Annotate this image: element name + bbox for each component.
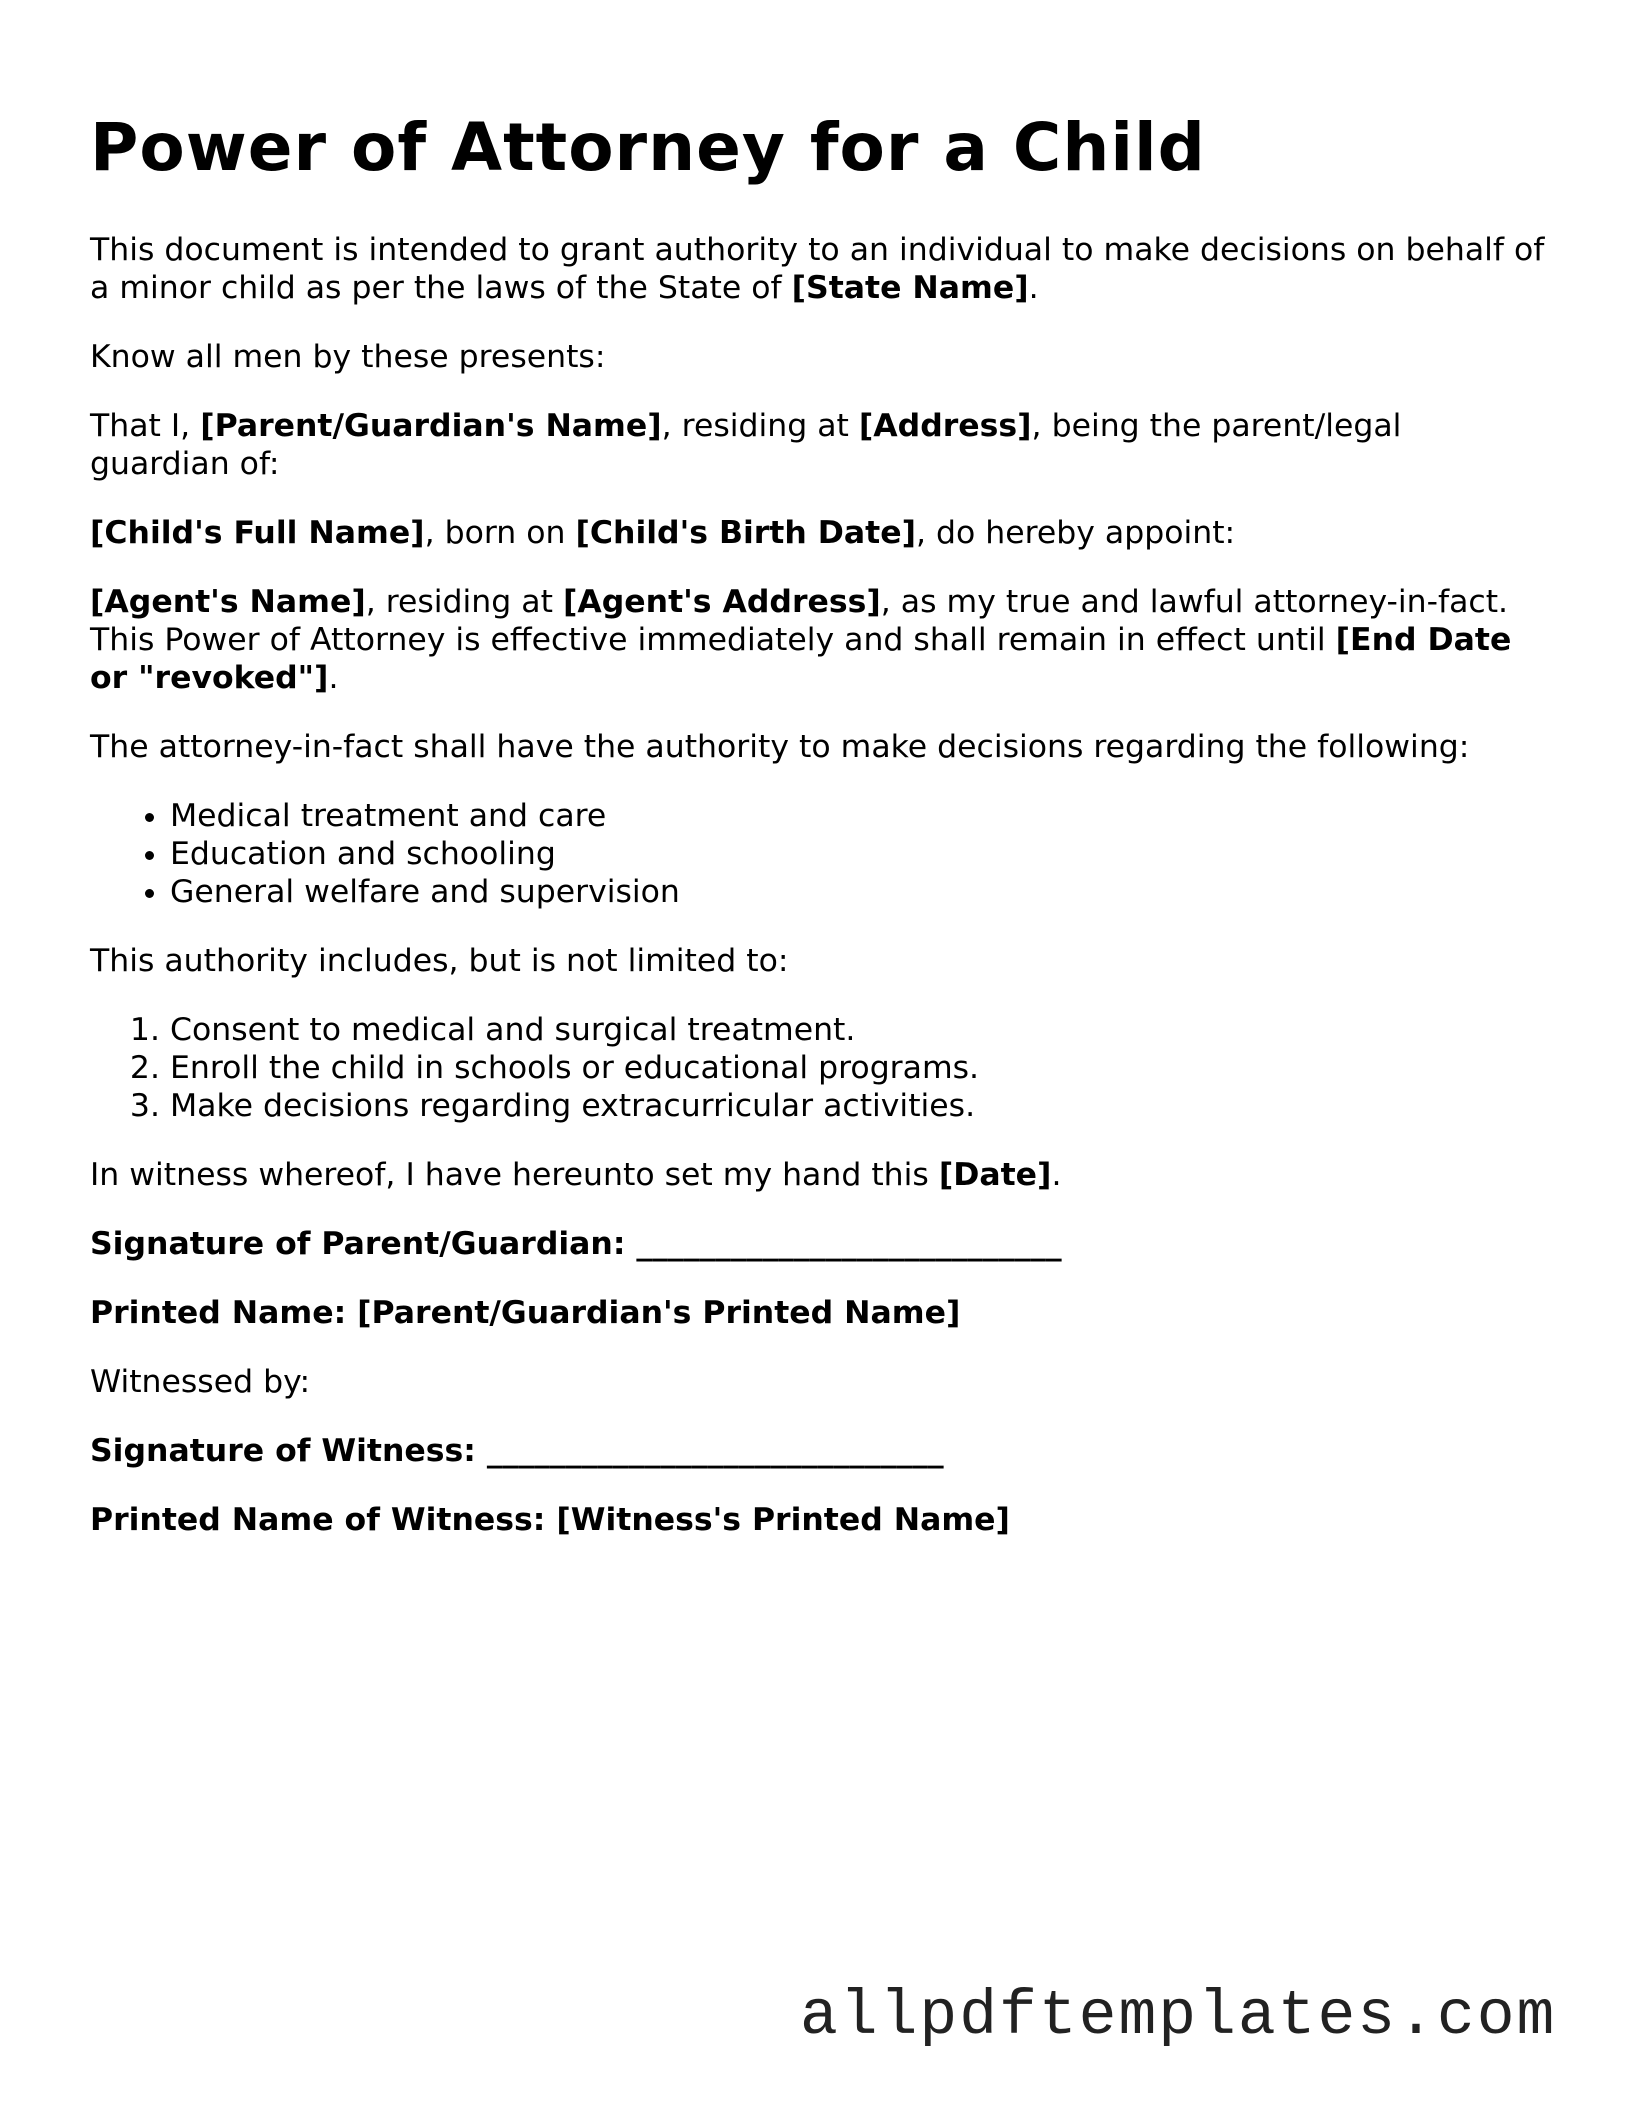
- witness-printed-name-line: [90, 1501, 1550, 1539]
- agent-text-c: .: [328, 660, 339, 697]
- agent-text-a: , residing at: [365, 584, 563, 621]
- authority-intro: The attorney-in-fact shall have the authority to make decisions regarding the following:: [90, 729, 1470, 766]
- child-text-b: , do hereby appoint:: [915, 515, 1236, 552]
- document-title: Power of Attorney for a Child: [90, 109, 1206, 186]
- agent-address-placeholder: [Agent's Address]: [562, 584, 881, 621]
- end-date-placeholder: [End Date or "revoked"]: [90, 622, 1512, 697]
- child-birth-date-placeholder: [Child's Birth Date]: [575, 515, 916, 552]
- parent-signature-label: Signature of Parent/Guardian: ___________________________: [90, 1226, 1062, 1263]
- witness-signature-label: Signature of Witness: _____________________________: [90, 1433, 944, 1470]
- know-all-paragraph: Know all men by these presents:: [90, 339, 606, 376]
- list-item: 2. Enroll the child in schools or educational programs.: [170, 1049, 1550, 1087]
- date-placeholder: [Date]: [938, 1157, 1052, 1194]
- list-item: • General welfare and supervision: [170, 873, 1550, 911]
- agent-paragraph: [90, 583, 1550, 697]
- address-placeholder: [Address]: [858, 408, 1032, 445]
- intro-paragraph: [90, 231, 1550, 307]
- witness-whereof-text-a: In witness whereof, I have hereunto set my hand this: [90, 1157, 939, 1194]
- list-item: • Medical treatment and care: [170, 797, 1550, 835]
- watermark-logo: allpdftemplates.com: [800, 1981, 1557, 2052]
- declaration-text-a: That I,: [90, 408, 201, 445]
- witness-whereof-text-b: .: [1051, 1157, 1062, 1194]
- list-item: 1. Consent to medical and surgical treatment.: [170, 1011, 1550, 1049]
- agent-name-placeholder: [Agent's Name]: [90, 584, 366, 621]
- list-item: 3. Make decisions regarding extracurricular activities.: [170, 1087, 1550, 1125]
- witness-whereof-paragraph: [90, 1156, 1550, 1194]
- declaration-paragraph: [90, 407, 1550, 483]
- child-text-a: , born on: [424, 515, 576, 552]
- declaration-text-c: , being the parent/legal guardian of:: [90, 408, 1402, 483]
- state-name-placeholder: [State Name]: [791, 270, 1029, 307]
- witness-signature-line: [90, 1432, 1550, 1470]
- child-name-placeholder: [Child's Full Name]: [90, 515, 425, 552]
- parent-name-placeholder: [Parent/Guardian's Name]: [200, 408, 662, 445]
- document-page: [90, 108, 1550, 1570]
- child-paragraph: [90, 514, 1550, 552]
- witness-printed-name-label: Printed Name of Witness: [Witness's Printed Name]: [90, 1502, 1010, 1539]
- agent-text-b: , as my true and lawful attorney-in-fact. This Power of Attorney is effective immediately and shall remain in effect until: [90, 584, 1509, 659]
- parent-signature-line: [90, 1225, 1550, 1263]
- witnessed-by-label: Witnessed by:: [90, 1364, 311, 1401]
- intro-text-a: This document is intended to grant authority to an individual to make decisions on behalf of a minor child as per the laws of the State of: [90, 232, 1545, 307]
- parent-printed-name-label: Printed Name: [Parent/Guardian's Printed Name]: [90, 1295, 961, 1332]
- intro-text-b: .: [1028, 270, 1039, 307]
- includes-intro: This authority includes, but is not limited to:: [90, 943, 789, 980]
- declaration-text-b: , residing at: [661, 408, 859, 445]
- parent-printed-name-line: [90, 1294, 1550, 1332]
- list-item: • Education and schooling: [170, 835, 1550, 873]
- includes-list: [90, 1011, 1550, 1125]
- authority-list: [90, 797, 1550, 911]
